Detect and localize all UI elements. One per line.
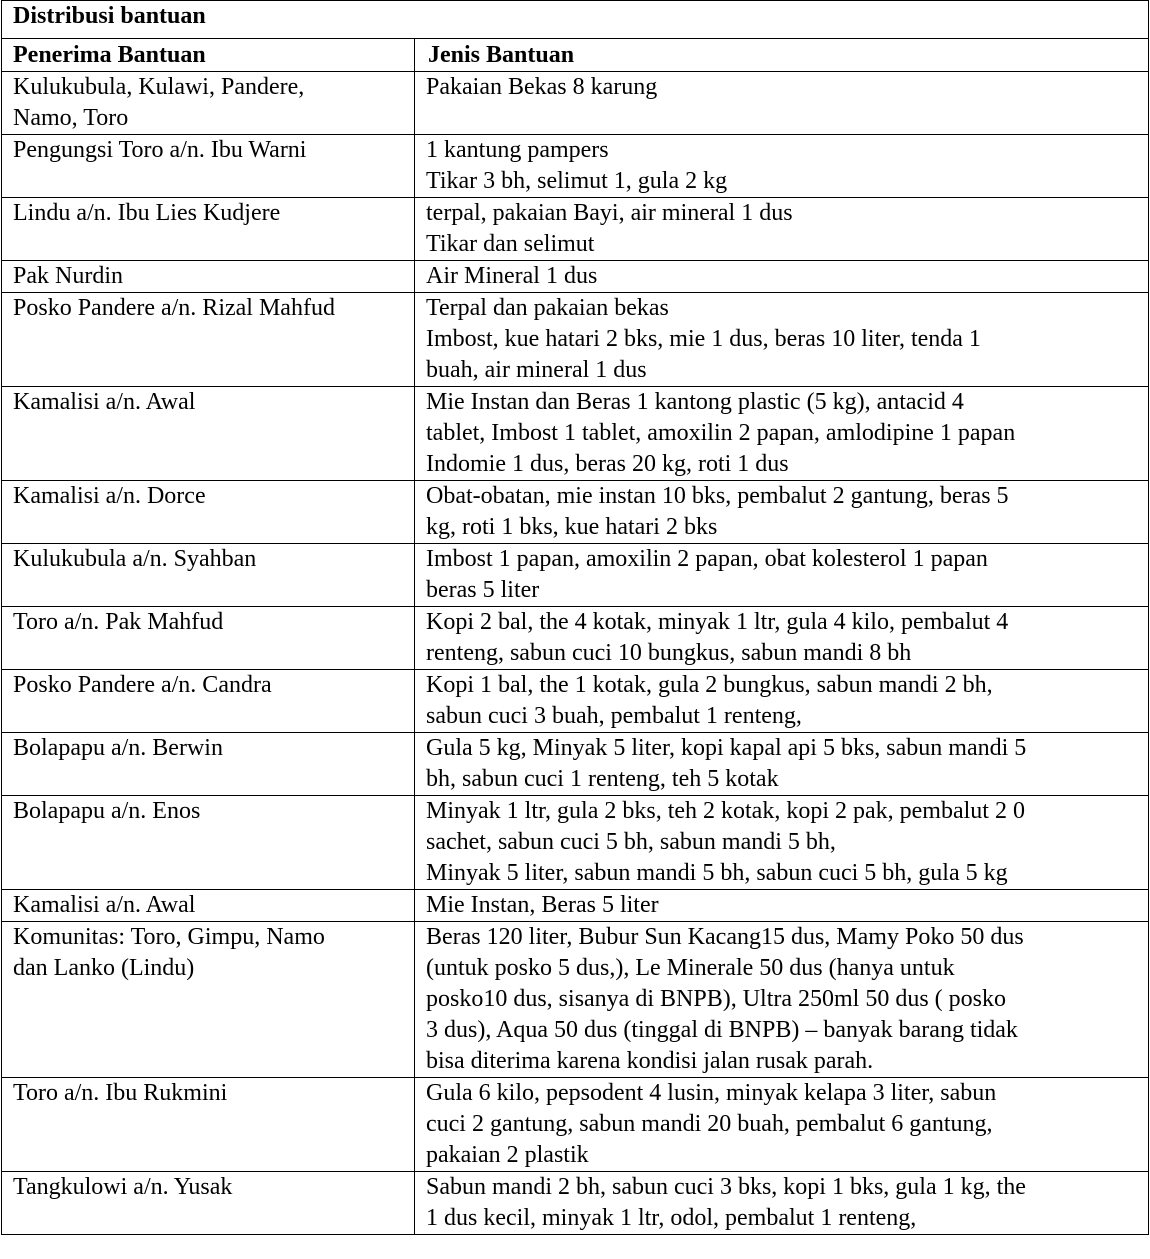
aid-items-text: 1 dus kecil, minyak 1 ltr, odol, pembalut 1 renteng, <box>426 1205 917 1231</box>
aid-items-text: Mie Instan dan Beras 1 kantong plastic (5 kg), antacid 4 <box>426 389 964 415</box>
aid-items-text: Tikar dan selimut <box>426 231 595 257</box>
table-row <box>2 733 1149 796</box>
aid-items-cell <box>415 670 1149 733</box>
aid-items-cell <box>415 922 1149 1078</box>
recipient-text: Pengungsi Toro a/n. Ibu Warni <box>13 137 307 163</box>
recipient-text: Kulukubula, Kulawi, Pandere, <box>13 74 305 100</box>
table-row <box>2 198 1149 261</box>
recipient-text: Toro a/n. Pak Mahfud <box>13 609 224 635</box>
recipient-text: Toro a/n. Ibu Rukmini <box>13 1080 228 1106</box>
aid-items-text: terpal, pakaian Bayi, air mineral 1 dus <box>426 200 793 226</box>
recipient-cell <box>2 261 415 293</box>
table-row <box>2 544 1149 607</box>
aid-items-text: Kopi 2 bal, the 4 kotak, minyak 1 ltr, gula 4 kilo, pembalut 4 <box>426 609 1009 635</box>
aid-items-text: Minyak 1 ltr, gula 2 bks, teh 2 kotak, kopi 2 pak, pembalut 2 0 <box>426 798 1025 824</box>
aid-items-text: Indomie 1 dus, beras 20 kg, roti 1 dus <box>426 451 789 477</box>
aid-items-text: Gula 5 kg, Minyak 5 liter, kopi kapal api 5 bks, sabun mandi 5 <box>426 735 1027 761</box>
table-row <box>2 261 1149 293</box>
aid-items-text: Kopi 1 bal, the 1 kotak, gula 2 bungkus, sabun mandi 2 bh, <box>426 672 993 698</box>
aid-items-text: Terpal dan pakaian bekas <box>426 295 669 321</box>
table-row <box>2 293 1149 387</box>
aid-items-text: Minyak 5 liter, sabun mandi 5 bh, sabun cuci 5 bh, gula 5 kg <box>426 860 1008 886</box>
recipient-cell <box>2 733 415 796</box>
table-row <box>2 922 1149 1078</box>
recipient-cell <box>2 922 415 1078</box>
aid-items-text: Gula 6 kilo, pepsodent 4 lusin, minyak kelapa 3 liter, sabun <box>426 1080 997 1106</box>
recipient-text: Kamalisi a/n. Awal <box>13 389 196 415</box>
aid-items-cell <box>415 72 1149 135</box>
recipient-text: Namo, Toro <box>13 105 129 131</box>
aid-items-text: Imbost 1 papan, amoxilin 2 papan, obat kolesterol 1 papan <box>426 546 988 572</box>
aid-items-cell <box>415 1078 1149 1172</box>
recipient-text: Bolapapu a/n. Berwin <box>13 735 223 761</box>
aid-items-cell <box>415 544 1149 607</box>
aid-items-cell <box>415 890 1149 922</box>
recipient-text: Pak Nurdin <box>13 263 123 289</box>
aid-items-text: bisa diterima karena kondisi jalan rusak parah. <box>426 1048 874 1074</box>
aid-items-text: Air Mineral 1 dus <box>426 263 598 289</box>
table-title: Distribusi bantuan <box>2 1 1149 39</box>
recipient-text: Bolapapu a/n. Enos <box>13 798 201 824</box>
aid-items-cell <box>415 1172 1149 1235</box>
recipient-text: Komunitas: Toro, Gimpu, Namo <box>13 924 325 950</box>
recipient-text: dan Lanko (Lindu) <box>13 955 195 981</box>
aid-items-text: (untuk posko 5 dus,), Le Minerale 50 dus (hanya untuk <box>426 955 955 981</box>
aid-items-cell <box>415 387 1149 481</box>
aid-items-text: tablet, Imbost 1 tablet, amoxilin 2 papan, amlodipine 1 papan <box>426 420 1016 446</box>
recipient-cell <box>2 1172 415 1235</box>
aid-items-cell <box>415 293 1149 387</box>
recipient-cell <box>2 293 415 387</box>
aid-items-text: 1 kantung pampers <box>426 137 609 163</box>
aid-items-text: sabun cuci 3 buah, pembalut 1 renteng, <box>426 703 802 729</box>
table-row <box>2 387 1149 481</box>
aid-items-cell <box>415 135 1149 198</box>
recipient-text: Lindu a/n. Ibu Lies Kudjere <box>13 200 281 226</box>
recipient-text: Posko Pandere a/n. Candra <box>13 672 272 698</box>
table-row <box>2 481 1149 544</box>
aid-items-text: posko10 dus, sisanya di BNPB), Ultra 250ml 50 dus ( posko <box>426 986 1007 1012</box>
table-title-row <box>2 1 1149 39</box>
recipient-cell <box>2 607 415 670</box>
recipient-cell <box>2 481 415 544</box>
recipient-cell <box>2 890 415 922</box>
table-row <box>2 796 1149 890</box>
aid-items-text: renteng, sabun cuci 10 bungkus, sabun mandi 8 bh <box>426 640 912 666</box>
recipient-cell <box>2 387 415 481</box>
aid-items-cell <box>415 198 1149 261</box>
aid-items-text: pakaian 2 plastik <box>426 1142 589 1168</box>
recipient-cell <box>2 135 415 198</box>
aid-items-text: sachet, sabun cuci 5 bh, sabun mandi 5 bh, <box>426 829 836 855</box>
table-row <box>2 1078 1149 1172</box>
aid-items-text: Obat-obatan, mie instan 10 bks, pembalut 2 gantung, beras 5 <box>426 483 1009 509</box>
table-header-row <box>2 39 1149 72</box>
recipient-text: Kulukubula a/n. Syahban <box>13 546 257 572</box>
table-body <box>2 72 1149 1235</box>
aid-items-text: Mie Instan, Beras 5 liter <box>426 892 659 918</box>
recipient-cell <box>2 670 415 733</box>
table-row <box>2 135 1149 198</box>
recipient-text: Kamalisi a/n. Awal <box>13 892 196 918</box>
recipient-cell <box>2 796 415 890</box>
aid-items-text: Beras 120 liter, Bubur Sun Kacang15 dus, Mamy Poko 50 dus <box>426 924 1024 950</box>
aid-items-text: buah, air mineral 1 dus <box>426 357 647 383</box>
aid-items-text: Tikar 3 bh, selimut 1, gula 2 kg <box>426 168 728 194</box>
aid-items-cell <box>415 607 1149 670</box>
recipient-cell <box>2 1078 415 1172</box>
table-row <box>2 72 1149 135</box>
aid-items-text: Sabun mandi 2 bh, sabun cuci 3 bks, kopi 1 bks, gula 1 kg, the <box>426 1174 1026 1200</box>
distribution-table <box>1 0 1149 1235</box>
aid-items-text: Pakaian Bekas 8 karung <box>426 74 658 100</box>
recipient-text: Tangkulowi a/n. Yusak <box>13 1174 233 1200</box>
column-header-items: Jenis Bantuan <box>415 39 1149 72</box>
recipient-cell <box>2 72 415 135</box>
recipient-text: Kamalisi a/n. Dorce <box>13 483 206 509</box>
aid-items-cell <box>415 261 1149 293</box>
aid-items-cell <box>415 796 1149 890</box>
aid-items-text: bh, sabun cuci 1 renteng, teh 5 kotak <box>426 766 779 792</box>
table-row <box>2 1172 1149 1235</box>
aid-items-text: Imbost, kue hatari 2 bks, mie 1 dus, beras 10 liter, tenda 1 <box>426 326 981 352</box>
aid-items-text: 3 dus), Aqua 50 dus (tinggal di BNPB) – banyak barang tidak <box>426 1017 1018 1043</box>
recipient-cell <box>2 198 415 261</box>
table-row <box>2 607 1149 670</box>
aid-items-text: kg, roti 1 bks, kue hatari 2 bks <box>426 514 718 540</box>
recipient-text: Posko Pandere a/n. Rizal Mahfud <box>13 295 335 321</box>
aid-items-cell <box>415 733 1149 796</box>
column-header-recipient: Penerima Bantuan <box>2 39 415 72</box>
aid-items-cell <box>415 481 1149 544</box>
recipient-cell <box>2 544 415 607</box>
table-row <box>2 890 1149 922</box>
table-row <box>2 670 1149 733</box>
aid-items-text: beras 5 liter <box>426 577 540 603</box>
aid-items-text: cuci 2 gantung, sabun mandi 20 buah, pembalut 6 gantung, <box>426 1111 993 1137</box>
